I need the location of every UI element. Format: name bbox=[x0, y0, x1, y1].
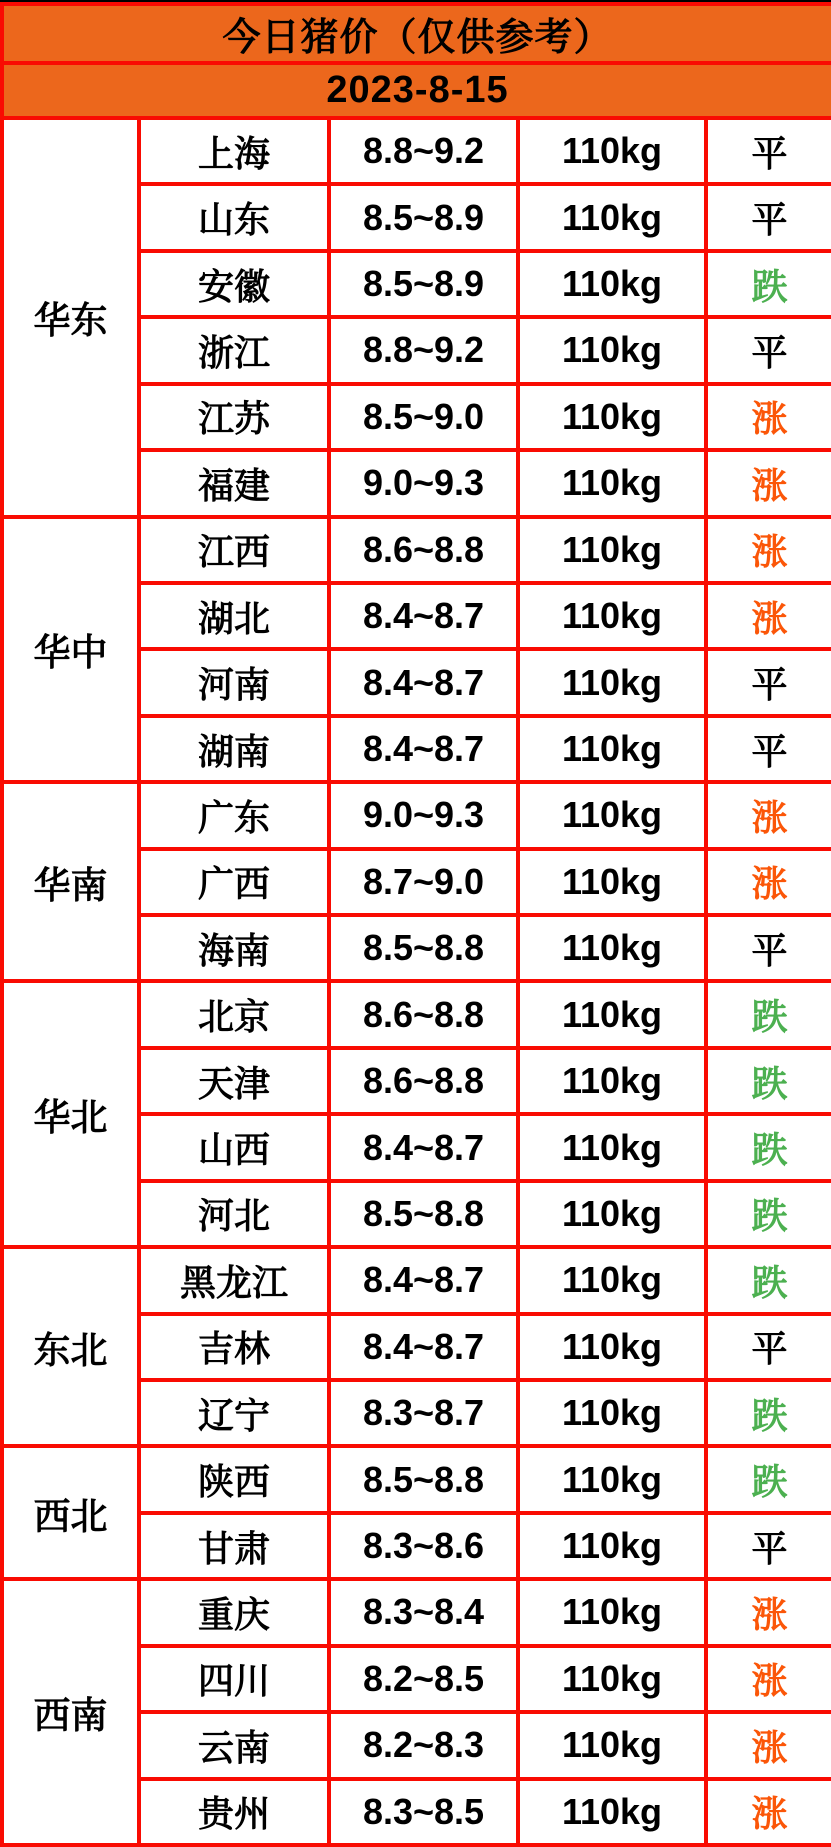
date-label: 2023-8-15 bbox=[2, 63, 831, 118]
province-cell: 河北 bbox=[139, 1181, 329, 1247]
price-range-cell: 8.6~8.8 bbox=[329, 517, 518, 583]
trend-cell: 涨 bbox=[706, 583, 831, 649]
weight-cell: 110kg bbox=[518, 1114, 706, 1180]
province-cell: 甘肃 bbox=[139, 1513, 329, 1579]
weight-cell: 110kg bbox=[518, 184, 706, 250]
trend-cell: 跌 bbox=[706, 1114, 831, 1180]
province-cell: 吉林 bbox=[139, 1314, 329, 1380]
weight-cell: 110kg bbox=[518, 1712, 706, 1778]
province-cell: 贵州 bbox=[139, 1779, 329, 1845]
title-row bbox=[2, 4, 831, 63]
trend-cell: 跌 bbox=[706, 1048, 831, 1114]
province-cell: 山东 bbox=[139, 184, 329, 250]
region-cell: 华北 bbox=[2, 981, 139, 1247]
price-range-cell: 8.7~9.0 bbox=[329, 849, 518, 915]
price-range-cell: 8.8~9.2 bbox=[329, 118, 518, 184]
price-range-cell: 8.4~8.7 bbox=[329, 1114, 518, 1180]
trend-cell: 跌 bbox=[706, 1446, 831, 1512]
weight-cell: 110kg bbox=[518, 849, 706, 915]
trend-cell: 平 bbox=[706, 184, 831, 250]
trend-cell: 涨 bbox=[706, 450, 831, 516]
price-range-cell: 8.4~8.7 bbox=[329, 583, 518, 649]
price-range-cell: 8.8~9.2 bbox=[329, 317, 518, 383]
province-cell: 广东 bbox=[139, 782, 329, 848]
region-cell: 西南 bbox=[2, 1579, 139, 1845]
weight-cell: 110kg bbox=[518, 118, 706, 184]
price-range-cell: 8.5~8.9 bbox=[329, 184, 518, 250]
price-range-cell: 8.4~8.7 bbox=[329, 1247, 518, 1313]
date-row bbox=[2, 63, 831, 118]
province-cell: 上海 bbox=[139, 118, 329, 184]
province-cell: 广西 bbox=[139, 849, 329, 915]
weight-cell: 110kg bbox=[518, 1446, 706, 1512]
weight-cell: 110kg bbox=[518, 517, 706, 583]
weight-cell: 110kg bbox=[518, 583, 706, 649]
price-range-cell: 9.0~9.3 bbox=[329, 450, 518, 516]
region-cell: 东北 bbox=[2, 1247, 139, 1446]
province-cell: 安徽 bbox=[139, 251, 329, 317]
weight-cell: 110kg bbox=[518, 1779, 706, 1845]
trend-cell: 涨 bbox=[706, 1646, 831, 1712]
price-range-cell: 8.3~8.7 bbox=[329, 1380, 518, 1446]
trend-cell: 涨 bbox=[706, 1579, 831, 1645]
table-row bbox=[2, 1446, 831, 1512]
price-table-body bbox=[2, 118, 831, 1845]
table-row bbox=[2, 1579, 831, 1645]
price-range-cell: 8.5~8.8 bbox=[329, 1181, 518, 1247]
province-cell: 河南 bbox=[139, 649, 329, 715]
province-cell: 山西 bbox=[139, 1114, 329, 1180]
price-range-cell: 8.3~8.4 bbox=[329, 1579, 518, 1645]
weight-cell: 110kg bbox=[518, 649, 706, 715]
region-cell: 西北 bbox=[2, 1446, 139, 1579]
price-range-cell: 8.6~8.8 bbox=[329, 981, 518, 1047]
province-cell: 天津 bbox=[139, 1048, 329, 1114]
weight-cell: 110kg bbox=[518, 915, 706, 981]
province-cell: 辽宁 bbox=[139, 1380, 329, 1446]
province-cell: 陕西 bbox=[139, 1446, 329, 1512]
weight-cell: 110kg bbox=[518, 1048, 706, 1114]
province-cell: 江苏 bbox=[139, 384, 329, 450]
price-range-cell: 8.6~8.8 bbox=[329, 1048, 518, 1114]
price-range-cell: 8.5~8.9 bbox=[329, 251, 518, 317]
price-range-cell: 8.4~8.7 bbox=[329, 716, 518, 782]
table-row bbox=[2, 981, 831, 1047]
trend-cell: 平 bbox=[706, 317, 831, 383]
weight-cell: 110kg bbox=[518, 1181, 706, 1247]
trend-cell: 平 bbox=[706, 716, 831, 782]
province-cell: 湖北 bbox=[139, 583, 329, 649]
trend-cell: 涨 bbox=[706, 782, 831, 848]
price-range-cell: 8.5~9.0 bbox=[329, 384, 518, 450]
trend-cell: 平 bbox=[706, 915, 831, 981]
page-title: 今日猪价（仅供参考） bbox=[2, 4, 831, 63]
province-cell: 云南 bbox=[139, 1712, 329, 1778]
weight-cell: 110kg bbox=[518, 1314, 706, 1380]
price-range-cell: 8.3~8.6 bbox=[329, 1513, 518, 1579]
weight-cell: 110kg bbox=[518, 1579, 706, 1645]
trend-cell: 平 bbox=[706, 118, 831, 184]
weight-cell: 110kg bbox=[518, 1646, 706, 1712]
trend-cell: 涨 bbox=[706, 849, 831, 915]
province-cell: 江西 bbox=[139, 517, 329, 583]
weight-cell: 110kg bbox=[518, 1247, 706, 1313]
province-cell: 福建 bbox=[139, 450, 329, 516]
weight-cell: 110kg bbox=[518, 1380, 706, 1446]
table-row bbox=[2, 1247, 831, 1313]
trend-cell: 平 bbox=[706, 1314, 831, 1380]
price-range-cell: 8.2~8.5 bbox=[329, 1646, 518, 1712]
province-cell: 北京 bbox=[139, 981, 329, 1047]
weight-cell: 110kg bbox=[518, 981, 706, 1047]
trend-cell: 跌 bbox=[706, 1380, 831, 1446]
trend-cell: 平 bbox=[706, 1513, 831, 1579]
region-cell: 华南 bbox=[2, 782, 139, 981]
province-cell: 黑龙江 bbox=[139, 1247, 329, 1313]
price-range-cell: 8.4~8.7 bbox=[329, 649, 518, 715]
table-row bbox=[2, 118, 831, 184]
trend-cell: 跌 bbox=[706, 251, 831, 317]
table-row bbox=[2, 782, 831, 848]
weight-cell: 110kg bbox=[518, 251, 706, 317]
province-cell: 浙江 bbox=[139, 317, 329, 383]
trend-cell: 跌 bbox=[706, 1181, 831, 1247]
price-range-cell: 8.5~8.8 bbox=[329, 1446, 518, 1512]
trend-cell: 跌 bbox=[706, 981, 831, 1047]
province-cell: 湖南 bbox=[139, 716, 329, 782]
weight-cell: 110kg bbox=[518, 450, 706, 516]
region-cell: 华中 bbox=[2, 517, 139, 783]
trend-cell: 涨 bbox=[706, 517, 831, 583]
trend-cell: 跌 bbox=[706, 1247, 831, 1313]
weight-cell: 110kg bbox=[518, 782, 706, 848]
trend-cell: 涨 bbox=[706, 1712, 831, 1778]
weight-cell: 110kg bbox=[518, 716, 706, 782]
weight-cell: 110kg bbox=[518, 1513, 706, 1579]
region-cell: 华东 bbox=[2, 118, 139, 517]
province-cell: 海南 bbox=[139, 915, 329, 981]
trend-cell: 涨 bbox=[706, 1779, 831, 1845]
weight-cell: 110kg bbox=[518, 384, 706, 450]
weight-cell: 110kg bbox=[518, 317, 706, 383]
province-cell: 重庆 bbox=[139, 1579, 329, 1645]
table-row bbox=[2, 517, 831, 583]
province-cell: 四川 bbox=[139, 1646, 329, 1712]
price-table bbox=[0, 2, 831, 1847]
price-range-cell: 8.4~8.7 bbox=[329, 1314, 518, 1380]
price-range-cell: 9.0~9.3 bbox=[329, 782, 518, 848]
trend-cell: 涨 bbox=[706, 384, 831, 450]
price-range-cell: 8.3~8.5 bbox=[329, 1779, 518, 1845]
price-range-cell: 8.5~8.8 bbox=[329, 915, 518, 981]
price-range-cell: 8.2~8.3 bbox=[329, 1712, 518, 1778]
trend-cell: 平 bbox=[706, 649, 831, 715]
